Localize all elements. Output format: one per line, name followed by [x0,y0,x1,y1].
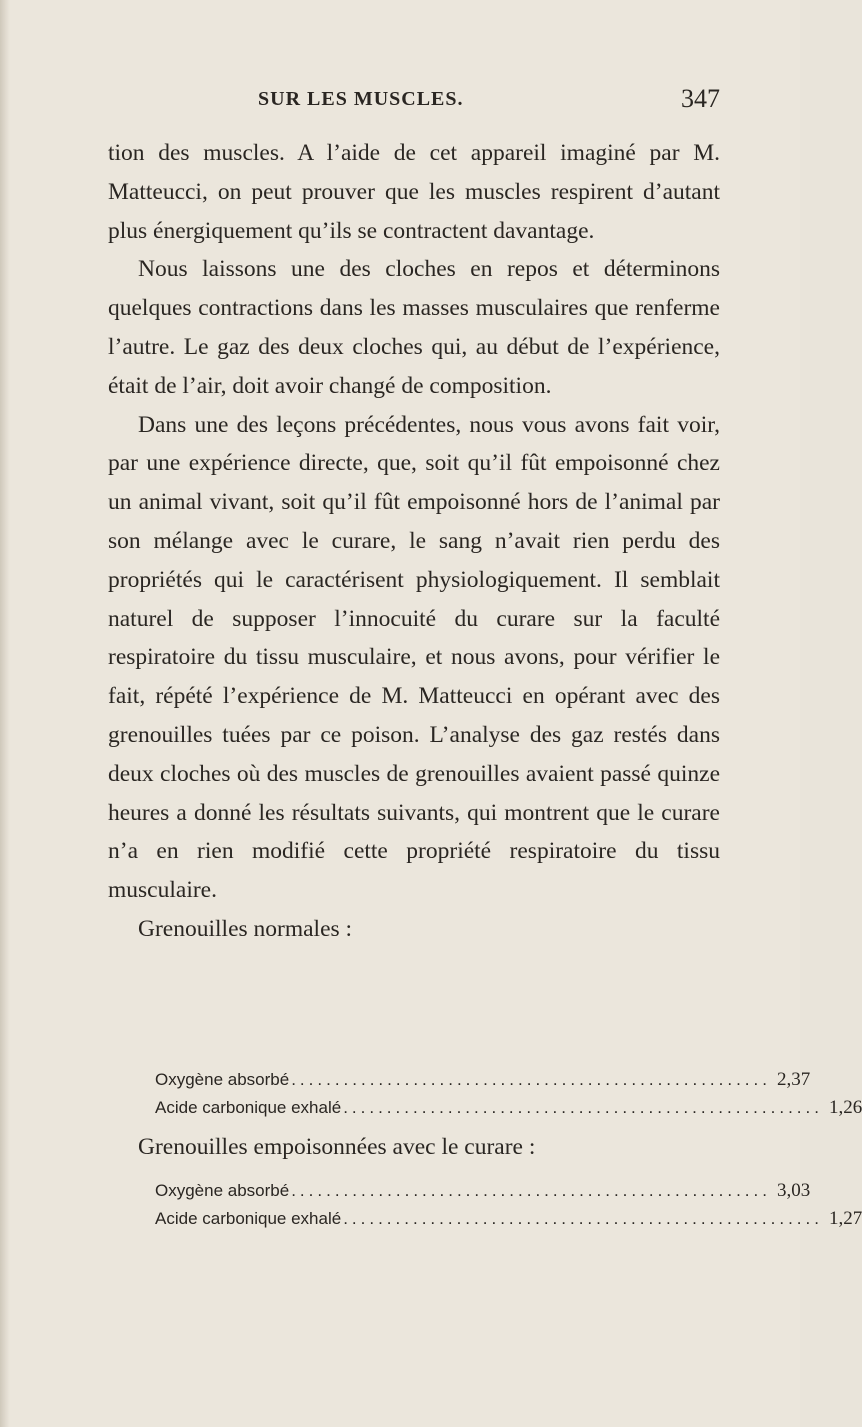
row-value: 3,03 [776,1180,811,1201]
running-title: SUR LES MUSCLES. [258,88,464,110]
dot-leader: ....................................................... [343,1209,823,1228]
row-label: Oxygène absorbé [155,1070,290,1089]
row-value: 2,37 [776,1069,811,1090]
row-value: 1,26 [828,1097,862,1118]
results-table-poisoned [155,1177,862,1233]
dot-leader: ....................................................... [291,1070,771,1089]
row-label: Oxygène absorbé [155,1181,290,1200]
table-row [155,1066,811,1094]
paragraph-3: Dans une des leçons précédentes, nous vous avons fait voir, par une expérience directe, que, soit qu’il fût empoisonné chez un animal vivant, soit qu’il fût empoisonné hors de l’animal par son mélange avec le curare, le sang n’avait rien perdu des propriétés qui le caractérisent physiologiquement. Il semblait naturel de supposer l’innocuité du curare sur la faculté respiratoire du tissu musculaire, et nous avons, pour vérifier le fait, répété l’expérience de M. Matteucci en opérant avec des grenouilles tuées par ce poison. L’analyse des gaz restés dans deux cloches où des muscles de grenouilles avaient passé quinze heures a donné les résultats suivants, qui montrent que le curare n’a en rien modifié cette propriété respiratoire du tissu musculaire. [108,411,720,904]
body-text [108,134,720,949]
row-value: 1,27 [828,1208,862,1229]
paragraph-2: Nous laissons une des cloches en repos et déterminons quelques contractions dans les masses musculaires que renferme l’autre. Le gaz des deux cloches qui, au début de l’expérience, était de l’air, doit avoir changé de composition. [108,256,720,399]
binding-edge [0,0,10,1427]
results-table-normal [155,1066,862,1122]
row-label: Acide carbonique exhalé [155,1098,342,1117]
heading-poisoned-frogs: Grenouilles empoisonnées avec le curare : [138,1134,536,1160]
dot-leader: ....................................................... [343,1098,823,1117]
table-row [155,1177,811,1205]
dot-leader: ....................................................... [291,1181,771,1200]
table-row [155,1205,862,1233]
heading-normal-frogs: Grenouilles normales : [138,915,353,942]
running-head [108,84,720,118]
page-number: 347 [681,84,720,113]
row-label: Acide carbonique exhalé [155,1209,342,1228]
table-row [155,1094,862,1122]
paragraph-1: tion des muscles. A l’aide de cet appareil imaginé par M. Matteucci, on peut prouver que les muscles respirent d’autant plus énergiquement qu’ils se contractent davantage. [108,140,720,244]
